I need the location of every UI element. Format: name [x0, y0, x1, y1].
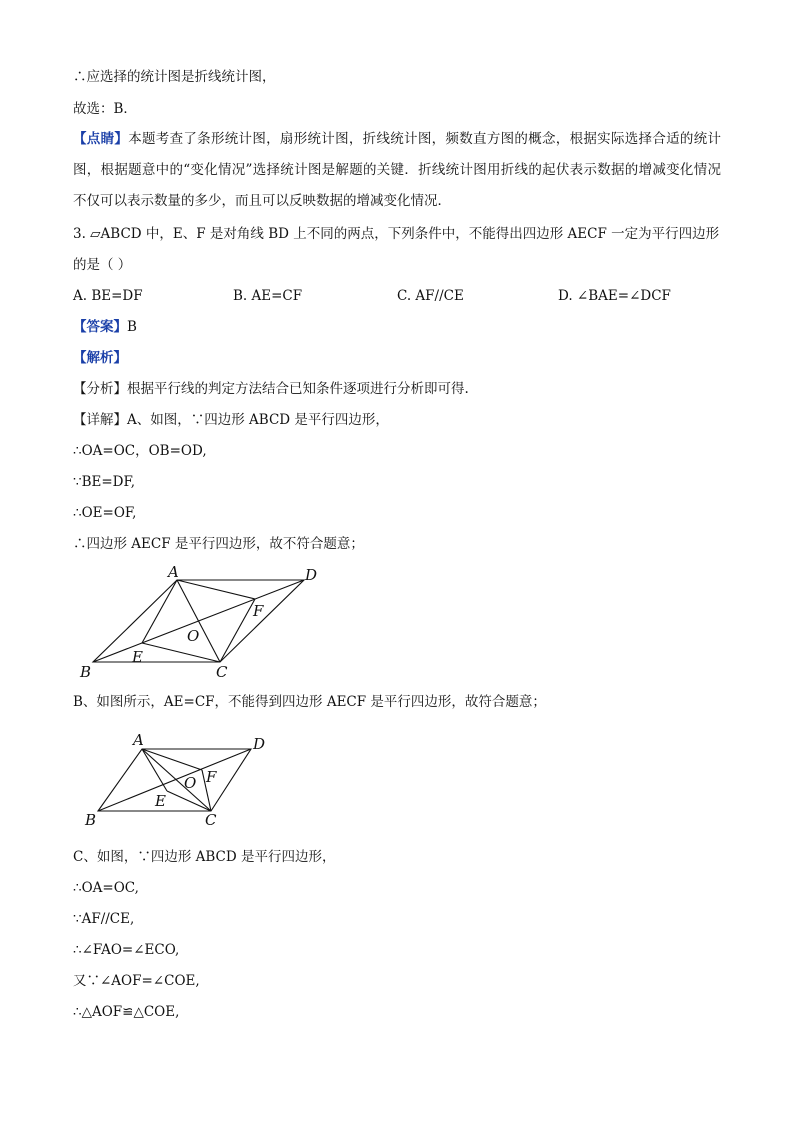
- text-line: ∴四边形 AECF 是平行四边形，故不符合题意；: [73, 536, 364, 552]
- question-3-line-1: 3. ▱ABCD 中，E、F 是对角线 BD 上不同的两点，下列条件中，不能得出四边形 AECF 一定为平行四边形: [73, 226, 720, 242]
- text-line: ∴OA=OC,: [73, 880, 139, 896]
- label-c: C: [216, 663, 228, 681]
- option-b: B. AE=CF: [233, 288, 303, 304]
- option-d: D. ∠BAE=∠DCF: [558, 288, 671, 304]
- label-o: O: [187, 627, 200, 645]
- question-3-line-2: 的是（ ）: [73, 257, 132, 273]
- parallelogram-figure-1: [70, 560, 330, 685]
- label-c: C: [205, 811, 217, 829]
- label-o: O: [184, 774, 197, 792]
- segment-af: [177, 580, 255, 599]
- label-f: F: [206, 768, 217, 786]
- segment-af: [142, 749, 202, 770]
- text-line: ∵BE=DF,: [73, 474, 136, 490]
- diagonal-ac: [142, 749, 211, 811]
- text-line: ∵AF//CE,: [73, 911, 135, 927]
- label-a: A: [168, 563, 179, 581]
- fenxi-text: 根据平行线的判定方法结合已知条件逐项进行分析即可得.: [127, 381, 469, 397]
- xiangjie-tag: 【详解】: [73, 412, 127, 428]
- answer-line: [73, 318, 137, 336]
- xiangjie-text: A、如图，∵四边形 ABCD 是平行四边形，: [127, 412, 389, 428]
- text-line: 又∵∠AOF=∠COE,: [73, 973, 200, 989]
- diagonal-bd: [93, 580, 304, 662]
- dianjing-tag: 【点睛】: [73, 131, 129, 147]
- option-a: A. BE=DF: [73, 288, 143, 304]
- text-line: 故选：B．: [73, 101, 137, 117]
- jiexi-line: [73, 349, 127, 367]
- label-e: E: [132, 648, 143, 666]
- label-d: D: [305, 566, 318, 584]
- label-f: F: [253, 602, 264, 620]
- label-d: D: [253, 735, 266, 753]
- fenxi-tag: 【分析】: [73, 381, 127, 397]
- label-b: B: [80, 663, 92, 681]
- text-line: ∴OE=OF,: [73, 505, 137, 521]
- diagonal-bd: [98, 749, 251, 811]
- text-line: ∴△AOF≌△COE,: [73, 1004, 180, 1020]
- answer-value: B: [127, 319, 137, 335]
- label-a: A: [133, 731, 144, 749]
- label-e: E: [155, 792, 166, 810]
- segment-ec: [167, 791, 211, 811]
- text-line: ∴应选择的统计图是折线统计图，: [73, 69, 276, 85]
- dianjing-text: 本题考查了条形统计图，扇形统计图，折线统计图，频数直方图的概念，根据实际选择合适的统计图，根据题意中的“变化情况”选择统计图是解题的关键．折线统计图用折线的起伏表示数据的增减变化情况不仅可以表示数量的多少，而且可以反映数据的增减变化情况．: [73, 131, 722, 209]
- xiangjie-line: [73, 411, 389, 429]
- text-line: C、如图，∵四边形 ABCD 是平行四边形，: [73, 849, 336, 865]
- label-b: B: [85, 811, 97, 829]
- answer-tag: 【答案】: [73, 319, 127, 335]
- segment-ae: [142, 580, 177, 643]
- segment-ec: [142, 643, 220, 662]
- fenxi-line: [73, 380, 469, 398]
- jiexi-tag: 【解析】: [73, 350, 127, 366]
- segment-ae: [142, 749, 167, 791]
- text-line: ∴∠FAO=∠ECO,: [73, 942, 180, 958]
- dianjing-paragraph: [73, 124, 721, 217]
- text-line: ∴OA=OC，OB=OD,: [73, 443, 207, 459]
- parallelogram-figure-2: [80, 728, 280, 830]
- segment-fc: [220, 599, 255, 662]
- option-c: C. AF//CE: [397, 288, 464, 304]
- text-line: B、如图所示，AE=CF，不能得到四边形 AECF 是平行四边形，故符合题意；: [73, 694, 546, 710]
